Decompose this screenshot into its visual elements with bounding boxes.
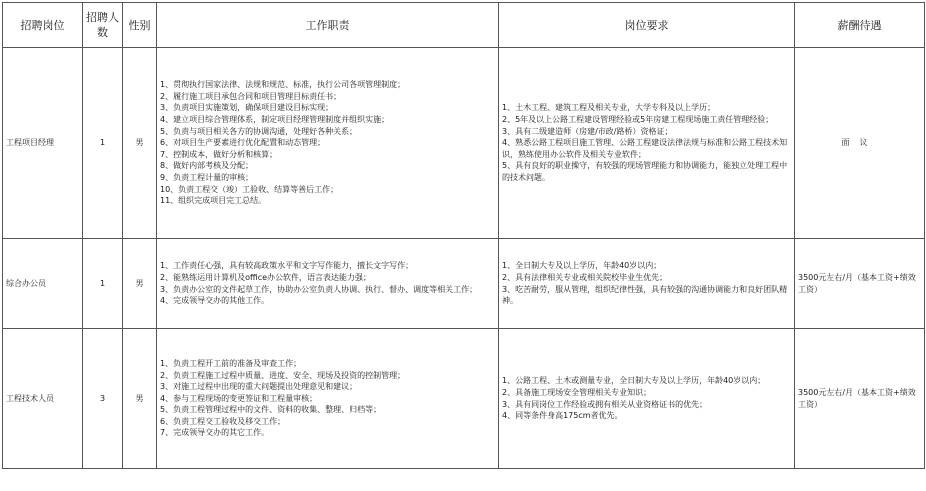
list-item: 3、负责办公室的文件起草工作，协助办公室负责人协调、执行、督办、调度等相关工作； <box>160 284 478 294</box>
list-item: 3、具有同岗位工作经验或拥有相关从业资格证书的优先； <box>502 399 708 409</box>
list-item: 2、履行施工项目承包合同和项目管理目标责任书； <box>160 91 342 101</box>
requirements-cell <box>499 239 795 329</box>
list-item: 10、负责工程交（竣）工验收、结算等善后工作； <box>160 184 339 194</box>
duties-list <box>160 358 495 439</box>
requirements-list <box>502 102 791 183</box>
list-item: 1、公路工程、土木或测量专业，全日制大专及以上学历，年龄40岁以内； <box>502 376 766 386</box>
list-item: 2、具备施工现场安全管理相关专业知识； <box>502 387 652 397</box>
count-cell: 3 <box>83 329 123 469</box>
list-item: 2、能熟练运用计算机及office办公软件，语言表达能力强； <box>160 272 372 282</box>
gender-cell: 男 <box>123 329 157 469</box>
count-cell: 1 <box>83 48 123 239</box>
duties-cell <box>157 329 499 469</box>
list-item: 5、负责工程管理过程中的文件、资料的收集、整理、归档等； <box>160 405 382 415</box>
header-requirements: 岗位要求 <box>499 3 795 48</box>
list-item: 2、负责工程施工过程中质量、进度、安全、现场及投资的控制管理； <box>160 370 406 380</box>
list-item: 3、具有二级建造师（房建/市政/路桥）资格证； <box>502 126 673 136</box>
requirements-cell <box>499 48 795 239</box>
duties-list <box>160 79 495 207</box>
list-item: 1、全日制大专及以上学历，年龄40岁以内； <box>502 261 662 271</box>
table-row <box>3 329 925 469</box>
list-item: 4、同等条件身高175cm者优先。 <box>502 411 623 421</box>
salary-cell: 3500元左右/月（基本工资+绩效工资） <box>795 329 925 469</box>
gender-cell: 男 <box>123 48 157 239</box>
list-item: 3、负责项目实施策划，确保项目建设目标实现； <box>160 103 334 113</box>
list-item: 6、负责工程交工验收及移交工作； <box>160 416 286 426</box>
list-item: 7、完成领导交办的其它工作。 <box>160 428 270 438</box>
list-item: 4、完成领导交办的其他工作。 <box>160 296 270 306</box>
list-item: 11、组织完成项目完工总结。 <box>160 196 267 206</box>
position-cell: 工程技术人员 <box>3 329 83 469</box>
list-item: 1、负责工程开工前的准备及审查工作； <box>160 358 302 368</box>
table-row <box>3 48 925 239</box>
list-item: 4、参与工程现场的变更签证和工程量审核； <box>160 393 318 403</box>
header-row <box>3 3 925 48</box>
list-item: 1、贯彻执行国家法律、法规和规范、标准，执行公司各项管理制度； <box>160 80 406 90</box>
requirements-list <box>502 260 791 306</box>
header-position: 招聘岗位 <box>3 3 83 48</box>
recruitment-table <box>2 2 925 469</box>
list-item: 2、5年及以上公路工程建设管理经验或5年房建工程现场施工责任管理经验； <box>502 115 774 125</box>
list-item: 4、建立项目综合管理体系，制定项目经理管理制度并组织实施； <box>160 115 390 125</box>
position-cell: 工程项目经理 <box>3 48 83 239</box>
list-item: 4、熟悉公路工程项目施工管理、公路工程建设法律法规与标准和公路工程技术知识，熟练使用办公软件及相关专业软件； <box>502 138 788 159</box>
list-item: 2、具有法律相关专业或相关院校毕业生优先； <box>502 272 668 282</box>
duties-cell <box>157 239 499 329</box>
salary-cell: 3500元左右/月（基本工资+绩效工资） <box>795 239 925 329</box>
table-row <box>3 239 925 329</box>
count-cell: 1 <box>83 239 123 329</box>
list-item: 9、负责工程计量的审核； <box>160 172 254 182</box>
requirements-cell <box>499 329 795 469</box>
list-item: 1、土木工程、建筑工程及相关专业，大学专科及以上学历； <box>502 103 716 113</box>
list-item: 5、负责与项目相关各方的协调沟通，处理好各种关系； <box>160 126 358 136</box>
header-duties: 工作职责 <box>157 3 499 48</box>
requirements-list <box>502 375 791 421</box>
duties-cell <box>157 48 499 239</box>
salary-cell: 面议 <box>795 48 925 239</box>
header-count: 招聘人数 <box>83 3 123 48</box>
position-cell: 综合办公员 <box>3 239 83 329</box>
list-item: 3、吃苦耐劳，服从管理，组织纪律性强，具有较强的沟通协调能力和良好团队精神。 <box>502 284 788 306</box>
header-salary: 薪酬待遇 <box>795 3 925 48</box>
header-gender: 性别 <box>123 3 157 48</box>
list-item: 7、控制成本，做好分析和核算； <box>160 149 278 159</box>
list-item: 6、对项目生产要素进行优化配置和动态管理； <box>160 138 326 148</box>
duties-list <box>160 260 495 306</box>
list-item: 8、做好内部考核及分配； <box>160 161 254 171</box>
gender-cell: 男 <box>123 239 157 329</box>
list-item: 5、具有良好的职业操守，有较强的现场管理能力和协调能力，能独立处理工程中的技术问题。 <box>502 161 788 182</box>
list-item: 3、对施工过程中出现的重大问题提出处理意见和建议； <box>160 382 358 392</box>
list-item: 1、工作责任心强，具有较高政策水平和文字写作能力，擅长文字写作； <box>160 261 414 271</box>
